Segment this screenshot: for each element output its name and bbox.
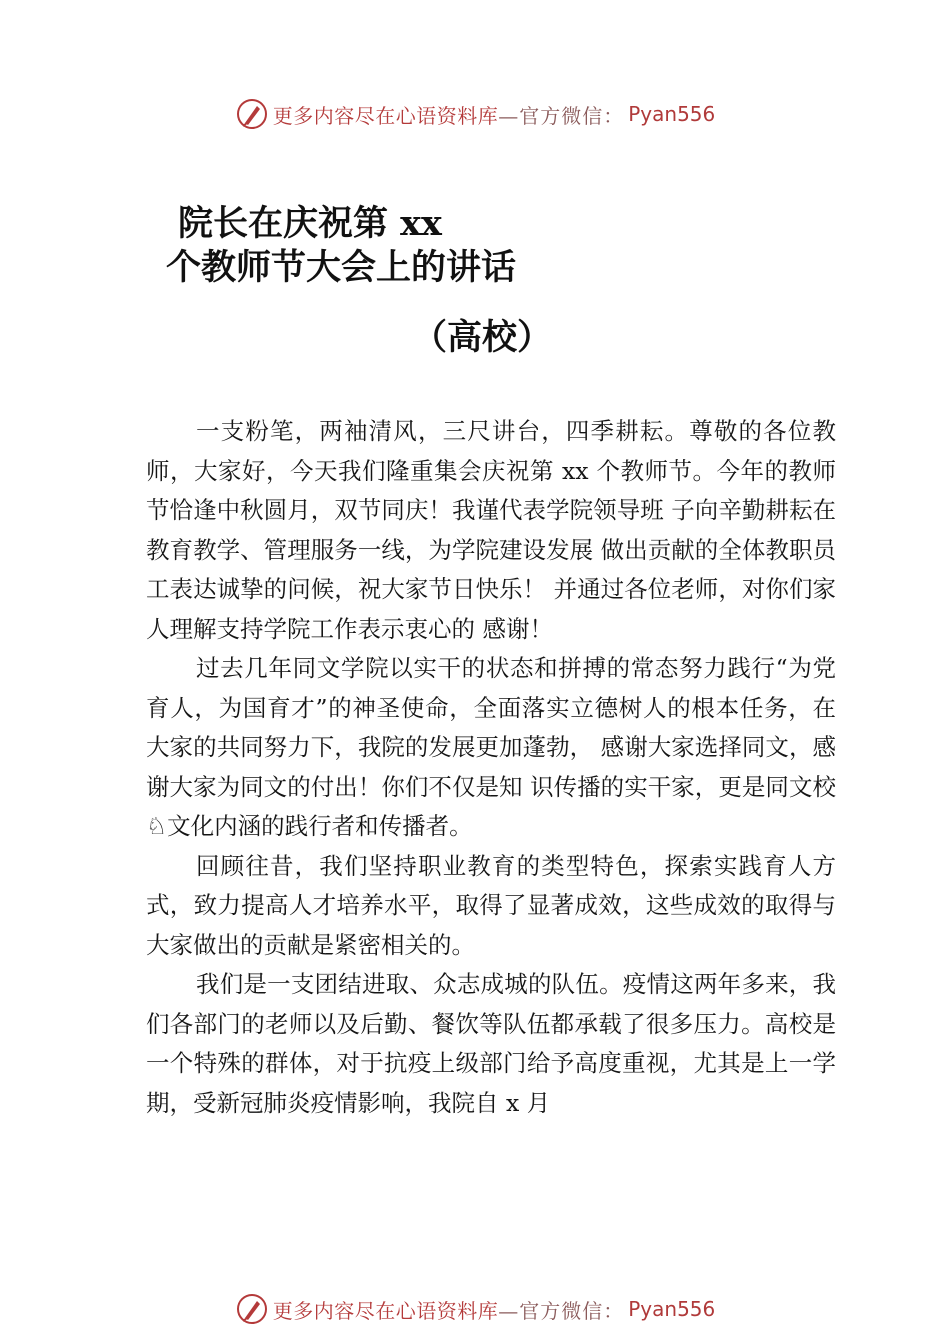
body-paragraph: 我们是一支团结进取、众志成城的队伍。疫情这两年多来，我们各部门的老师以及后勤、餐饮等队伍都承载了很多压力。高校是一个特殊的群体，对于抗疫上级部门给予高度重视，尤其是上一学期，受新冠肺炎疫情影响，我院自 x 月 xyxy=(146,970,836,1117)
banner-wechat-label: —官方微信： xyxy=(498,1298,625,1323)
header-banner xyxy=(0,92,950,136)
document-title-line1: 院长在庆祝第 xx xyxy=(178,203,442,244)
banner-wechat-label: —官方微信： xyxy=(498,103,625,128)
document-subtitle: （高校） xyxy=(412,317,553,358)
document-body xyxy=(146,412,836,1123)
pen-nib-logo-icon xyxy=(235,97,269,131)
document-title-line2: 个教师节大会上的讲话 xyxy=(166,247,517,288)
body-paragraph: 一支粉笔，两袖清风，三尺讲台，四季耕耘。尊敬的各位教师，大家好，今天我们隆重集会庆祝第 xx 个教师节。今年的教师节恰逢中秋圆月，双节同庆！我谨代表学院领导班 子向辛勤耕耘在教育教学、管理服务一线，为学院建设发展 做出贡献的全体教职员工表达诚挚的问候，祝大家节日快乐！ 并通过各位老师，对你们家人理解支持学院工作表示衷心的 感谢！ xyxy=(146,417,836,643)
banner-site-name: 更多内容尽在心语资料库 xyxy=(272,103,499,128)
pen-nib-logo-icon xyxy=(235,1292,269,1326)
banner-site-name: 更多内容尽在心语资料库 xyxy=(272,1298,499,1323)
banner-wechat-id: Pyan556 xyxy=(628,102,716,126)
footer-banner xyxy=(0,1287,950,1331)
body-paragraph: 回顾往昔，我们坚持职业教育的类型特色，探索实践育人方式，致力提高人才培养水平，取得了显著成效，这些成效的取得与大家做出的贡献是紧密相关的。 xyxy=(146,851,836,959)
body-paragraph: 过去几年同文学院以实干的状态和拼搏的常态努力践行“为党育人，为国育才”的神圣使命，全面落实立德树人的根本任务，在大家的共同努力下，我院的发展更加蓬勃， 感谢大家选择同文，感谢大家为同文的付出！你们不仅是知 识传播的实干家，更是同文校♘文化内涵的践行者和传播者。 xyxy=(146,654,836,840)
banner-wechat-id: Pyan556 xyxy=(628,1297,716,1321)
